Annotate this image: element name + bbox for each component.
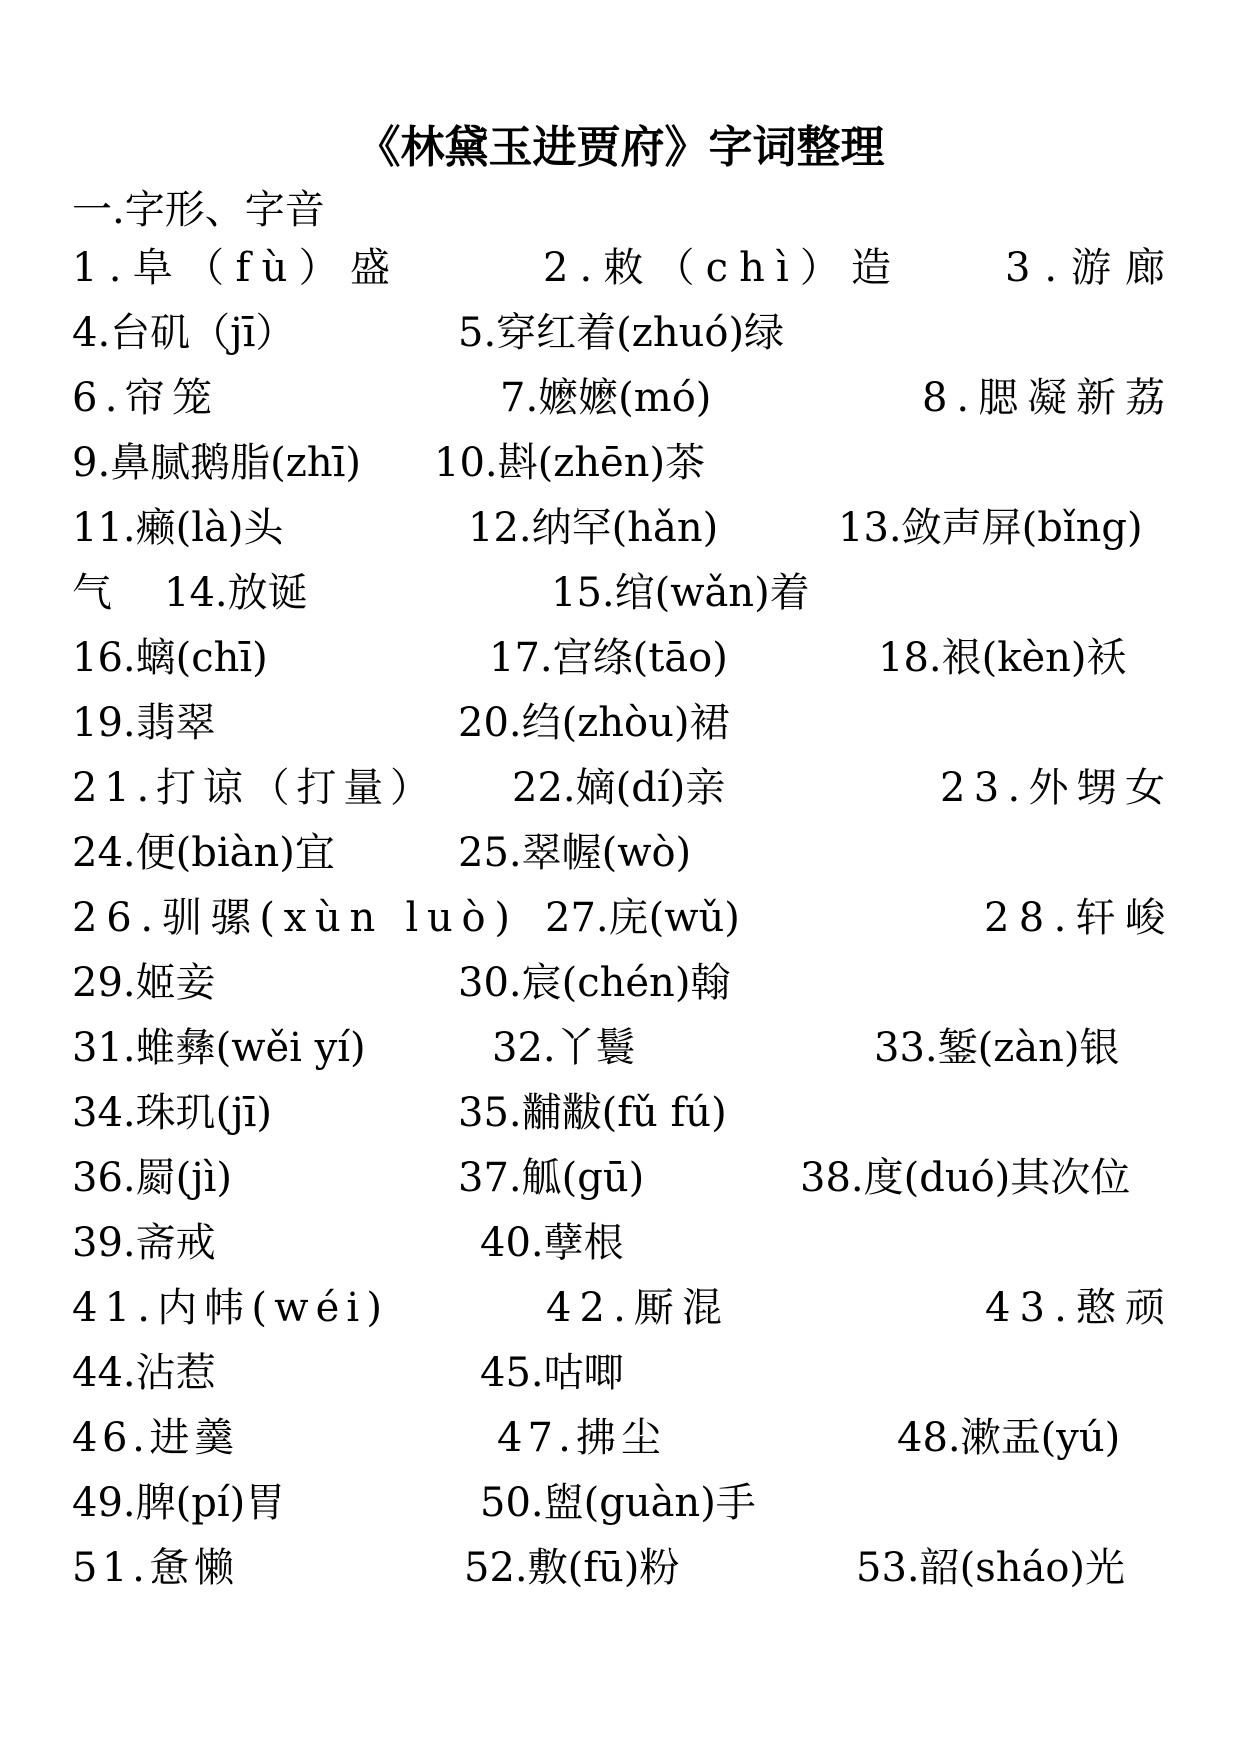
vocab-item: 2.敕（chì）造 bbox=[543, 245, 903, 291]
vocab-item: 41.内帏(wéi) bbox=[72, 1285, 390, 1331]
vocab-item: 48.漱盂(yú) bbox=[897, 1415, 1121, 1461]
vocab-item: 53.韶(sháo)光 bbox=[856, 1545, 1126, 1591]
vocab-item: 12.纳罕(hǎn) bbox=[468, 505, 719, 551]
vocab-item: 9.鼻腻鹅脂(zhī) bbox=[72, 440, 362, 486]
vocab-item: 7.嬷嬷(mó) bbox=[500, 375, 712, 421]
vocab-item: 46.进羹 bbox=[72, 1415, 239, 1461]
vocab-line bbox=[0, 1410, 1241, 1466]
vocab-item: 51.惫懒 bbox=[72, 1545, 239, 1591]
vocab-item: 49.脾(pí)胃 bbox=[72, 1480, 286, 1526]
document-title: 《林黛玉进贾府》字词整理 bbox=[356, 122, 885, 173]
vocab-item: 15.绾(wǎn)着 bbox=[551, 570, 810, 616]
vocab-line bbox=[0, 1150, 1241, 1206]
vocab-item: 3.游廊 bbox=[1005, 245, 1179, 291]
vocab-item: 16.螭(chī) bbox=[72, 635, 268, 681]
vocab-item: 21.打谅（打量） bbox=[72, 765, 437, 811]
vocab-item: 气 bbox=[72, 570, 112, 616]
vocab-item: 40.孽根 bbox=[480, 1220, 624, 1266]
vocab-item: 36.罽(jì) bbox=[72, 1155, 233, 1201]
vocab-line bbox=[0, 1215, 1241, 1271]
vocab-item: 42.厮混 bbox=[546, 1285, 731, 1331]
vocab-item: 4.台矶（jī） bbox=[72, 310, 296, 356]
vocab-item: 5.穿红着(zhuó)绿 bbox=[458, 310, 785, 356]
vocab-item: 32.丫鬟 bbox=[492, 1025, 636, 1071]
vocab-line bbox=[0, 1020, 1241, 1076]
vocab-item: 31.蜼彝(wěi yí) bbox=[72, 1025, 366, 1071]
vocab-item: 29.姬妾 bbox=[72, 960, 216, 1006]
vocab-line bbox=[0, 825, 1241, 881]
vocab-item: 50.盥(guàn)手 bbox=[480, 1480, 756, 1526]
vocab-line bbox=[0, 890, 1241, 946]
vocab-item: 34.珠玑(jī) bbox=[72, 1090, 273, 1136]
vocab-item: 18.裉(kèn)袄 bbox=[878, 635, 1127, 681]
vocab-item: 8.腮凝新荔 bbox=[922, 375, 1174, 421]
vocab-item: 25.翠幄(wò) bbox=[458, 830, 692, 876]
vocab-line bbox=[0, 760, 1241, 816]
vocab-item: 33.錾(zàn)银 bbox=[874, 1025, 1120, 1071]
vocab-item: 38.度(duó)其次位 bbox=[800, 1155, 1131, 1201]
vocab-item: 13.敛声屏(bǐng) bbox=[838, 505, 1143, 551]
vocab-item: 14.放诞 bbox=[164, 570, 308, 616]
vocab-item: 47.拂尘 bbox=[497, 1415, 667, 1461]
vocab-item: 6.帘笼 bbox=[72, 375, 220, 421]
vocab-item: 22.嫡(dí)亲 bbox=[512, 765, 726, 811]
vocab-line bbox=[0, 695, 1241, 751]
vocab-line bbox=[0, 1475, 1241, 1531]
vocab-line bbox=[0, 1280, 1241, 1336]
section-heading: 一.字形、字音 bbox=[72, 187, 325, 233]
vocab-item: 24.便(biàn)宜 bbox=[72, 830, 335, 876]
vocab-item: 26.驯骡(xùn luò) bbox=[72, 895, 519, 941]
vocab-item: 43.憨顽 bbox=[985, 1285, 1175, 1331]
vocab-line bbox=[0, 435, 1241, 491]
vocab-item: 44.沾惹 bbox=[72, 1350, 216, 1396]
vocab-item: 19.翡翠 bbox=[72, 700, 216, 746]
vocab-line bbox=[0, 1345, 1241, 1401]
vocab-line bbox=[0, 305, 1241, 361]
vocab-item: 11.癞(là)头 bbox=[72, 505, 284, 551]
vocab-line bbox=[0, 240, 1241, 296]
vocab-item: 1.阜（fù）盛 bbox=[72, 245, 402, 291]
vocab-item: 10.斟(zhēn)茶 bbox=[434, 440, 706, 486]
vocab-item: 17.宫绦(tāo) bbox=[489, 635, 728, 681]
vocab-item: 35.黼黻(fǔ fú) bbox=[458, 1090, 727, 1136]
vocab-line bbox=[0, 1085, 1241, 1141]
vocab-item: 52.敷(fū)粉 bbox=[464, 1545, 680, 1591]
vocab-item: 45.咕唧 bbox=[480, 1350, 624, 1396]
vocab-line bbox=[0, 500, 1241, 556]
vocab-line bbox=[0, 955, 1241, 1011]
vocab-item: 27.庑(wǔ) bbox=[545, 895, 740, 941]
vocab-line bbox=[0, 565, 1241, 621]
vocab-item: 37.觚(gū) bbox=[458, 1155, 645, 1201]
vocab-line bbox=[0, 630, 1241, 686]
vocab-item: 20.绉(zhòu)裙 bbox=[458, 700, 730, 746]
vocab-item: 23.外甥女 bbox=[940, 765, 1174, 811]
vocab-item: 30.宸(chén)翰 bbox=[458, 960, 731, 1006]
vocab-line bbox=[0, 370, 1241, 426]
vocab-item: 39.斋戒 bbox=[72, 1220, 216, 1266]
vocab-line bbox=[0, 1540, 1241, 1596]
vocab-item: 28.轩峻 bbox=[984, 895, 1175, 941]
